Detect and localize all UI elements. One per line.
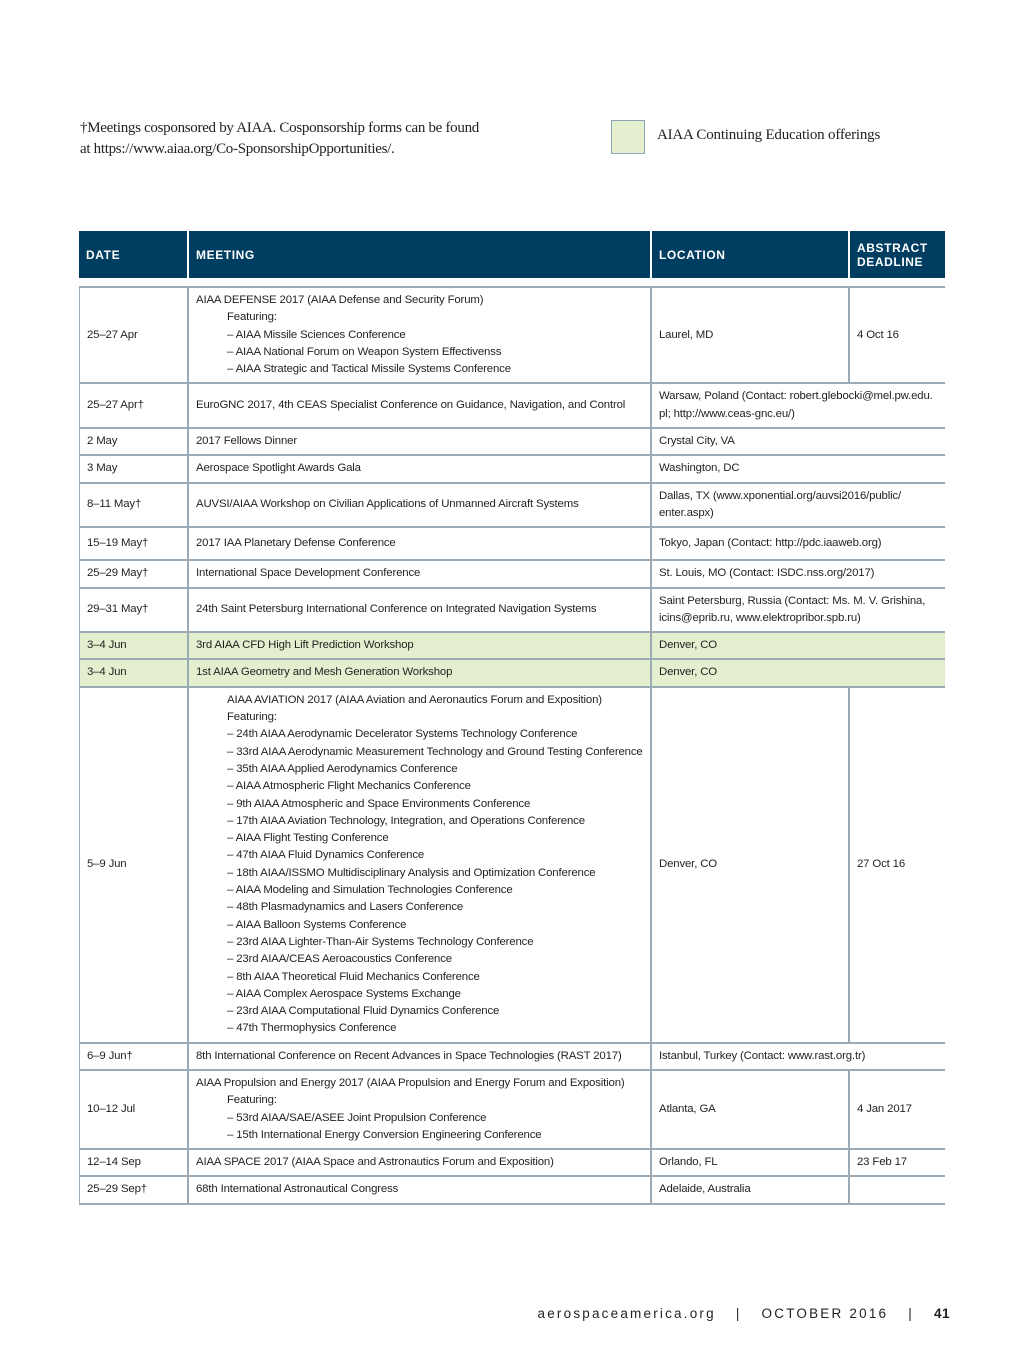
row-meeting: 1st AIAA Geometry and Mesh Generation Workshop: [189, 660, 652, 687]
row-meeting: EuroGNC 2017, 4th CEAS Specialist Conference on Guidance, Navigation, and Control: [189, 384, 652, 429]
table-row-continuing-education: [79, 660, 945, 687]
row-deadline: 4 Jan 2017: [850, 1071, 945, 1150]
header-date: DATE: [79, 231, 189, 278]
location-line: icins@eprib.ru, www.elektropribor.spb.ru): [659, 611, 861, 624]
page-number: 41: [933, 1306, 950, 1321]
row-date: 3–4 Jun: [79, 660, 189, 687]
row-date: 25–27 Apr†: [79, 384, 189, 429]
featured-conference: – 23rd AIAA Computational Fluid Dynamics Conference: [227, 1005, 500, 1018]
row-date: 25–29 Sep†: [79, 1177, 189, 1204]
table-row: [79, 288, 945, 384]
table-row: [79, 1071, 945, 1150]
table-row: [79, 528, 945, 561]
row-deadline: [850, 1177, 945, 1204]
featured-conference: – 33rd AIAA Aerodynamic Measurement Technology and Ground Testing Conference: [227, 745, 643, 758]
row-date: 3–4 Jun: [79, 633, 189, 660]
featured-conference: – 47th Thermophysics Conference: [227, 1022, 397, 1035]
row-location: [652, 589, 945, 634]
header-meeting: MEETING: [189, 231, 652, 278]
location-line: pl; http://www.ceas-gnc.eu/): [659, 407, 795, 420]
featured-conference: – AIAA Missile Sciences Conference: [227, 328, 406, 341]
table-header-row: [79, 231, 945, 278]
featured-conference: – AIAA Atmospheric Flight Mechanics Conference: [227, 780, 471, 793]
row-location: Crystal City, VA: [652, 429, 945, 456]
featured-conference: – AIAA Balloon Systems Conference: [227, 918, 407, 931]
row-date: 29–31 May†: [79, 589, 189, 634]
row-meeting: AIAA SPACE 2017 (AIAA Space and Astronautics Forum and Exposition): [189, 1150, 652, 1177]
header-deadline: DEADLINE: [857, 254, 924, 269]
featured-conference: – 35th AIAA Applied Aerodynamics Conference: [227, 762, 458, 775]
row-location: Denver, CO: [652, 688, 850, 1044]
featured-conference: – 18th AIAA/ISSMO Multidisciplinary Analysis and Optimization Conference: [227, 866, 596, 879]
location-line: Warsaw, Poland (Contact: robert.glebocki@mel.pw.edu.: [659, 390, 933, 403]
header-gap: [79, 278, 945, 288]
continuing-education-legend-label: AIAA Continuing Education offerings: [657, 127, 881, 143]
row-meeting: 2017 Fellows Dinner: [189, 429, 652, 456]
row-location: Atlanta, GA: [652, 1071, 850, 1150]
row-deadline: 27 Oct 16: [850, 688, 945, 1044]
row-location: Adelaide, Australia: [652, 1177, 850, 1204]
featured-conference: – 53rd AIAA/SAE/ASEE Joint Propulsion Conference: [227, 1111, 487, 1124]
featuring-label: Featuring:: [227, 711, 277, 724]
table-row: [79, 456, 945, 483]
table-row: [79, 384, 945, 429]
row-location: [652, 484, 945, 529]
row-location: Denver, CO: [652, 660, 945, 687]
cosponsor-note: [80, 118, 550, 160]
row-date: 2 May: [79, 429, 189, 456]
row-date: 12–14 Sep: [79, 1150, 189, 1177]
row-date: 10–12 Jul: [79, 1071, 189, 1150]
row-meeting: 24th Saint Petersburg International Conference on Integrated Navigation Systems: [189, 589, 652, 634]
featured-conference: – 9th AIAA Atmospheric and Space Environments Conference: [227, 797, 531, 810]
row-meeting: [189, 688, 652, 1044]
row-date: 8–11 May†: [79, 484, 189, 529]
row-location: Tokyo, Japan (Contact: http://pdc.iaaweb.org): [652, 528, 945, 561]
table-row: [79, 1177, 945, 1204]
row-meeting: International Space Development Conference: [189, 561, 652, 588]
featured-conference: – AIAA Flight Testing Conference: [227, 832, 389, 845]
location-line: Dallas, TX (www.xponential.org/auvsi2016/public/: [659, 489, 902, 502]
table-row: [79, 484, 945, 529]
location-line: enter.aspx): [659, 506, 714, 519]
row-location: St. Louis, MO (Contact: ISDC.nss.org/2017): [652, 561, 945, 588]
cosponsor-note-line2: at https://www.aiaa.org/Co-SponsorshipOpportunities/.: [80, 141, 395, 157]
location-line: Saint Petersburg, Russia (Contact: Ms. M. V. Grishina,: [659, 594, 926, 607]
continuing-education-swatch: [611, 120, 645, 154]
table-row-continuing-education: [79, 633, 945, 660]
row-deadline: 23 Feb 17: [850, 1150, 945, 1177]
row-location: Laurel, MD: [652, 288, 850, 384]
footer-issue: OCTOBER 2016: [761, 1306, 889, 1321]
featured-conference: – 23rd AIAA Lighter-Than-Air Systems Technology Conference: [227, 935, 534, 948]
row-location: Istanbul, Turkey (Contact: www.rast.org.tr): [652, 1044, 945, 1071]
meeting-title: AIAA Propulsion and Energy 2017 (AIAA Propulsion and Energy Forum and Exposition): [196, 1076, 625, 1089]
footer-separator: |: [735, 1306, 742, 1321]
featured-conference: – AIAA Strategic and Tactical Missile Systems Conference: [227, 363, 511, 376]
table-row: [79, 589, 945, 634]
featured-conference: – 47th AIAA Fluid Dynamics Conference: [227, 849, 425, 862]
featuring-label: Featuring:: [227, 311, 277, 324]
table-row: [79, 688, 945, 1044]
table-row: [79, 561, 945, 588]
row-date: 25–29 May†: [79, 561, 189, 588]
row-meeting: 68th International Astronautical Congress: [189, 1177, 652, 1204]
footer-separator: |: [908, 1306, 914, 1321]
page-footer: [538, 1306, 951, 1321]
header-location: LOCATION: [652, 231, 850, 278]
featured-conference: – AIAA National Forum on Weapon System Effectivenss: [227, 345, 502, 358]
featured-conference: – 24th AIAA Aerodynamic Decelerator Systems Technology Conference: [227, 728, 578, 741]
featured-conference: – 17th AIAA Aviation Technology, Integration, and Operations Conference: [227, 814, 585, 827]
meetings-schedule-table: [79, 231, 945, 1205]
row-meeting: AUVSI/AIAA Workshop on Civilian Applications of Unmanned Aircraft Systems: [189, 484, 652, 529]
row-location: Washington, DC: [652, 456, 945, 483]
header-abstract-deadline: [850, 231, 945, 278]
featured-conference: – 23rd AIAA/CEAS Aeroacoustics Conference: [227, 953, 452, 966]
table-row: [79, 1044, 945, 1071]
cosponsor-note-line1: †Meetings cosponsored by AIAA. Cosponsorship forms can be found: [80, 120, 479, 136]
row-location: [652, 384, 945, 429]
meeting-title: AIAA DEFENSE 2017 (AIAA Defense and Security Forum): [196, 294, 484, 306]
row-date: 25–27 Apr: [79, 288, 189, 384]
row-meeting: [189, 288, 652, 384]
featured-conference: – AIAA Modeling and Simulation Technologies Conference: [227, 884, 513, 897]
row-meeting: Aerospace Spotlight Awards Gala: [189, 456, 652, 483]
row-meeting: 8th International Conference on Recent Advances in Space Technologies (RAST 2017): [189, 1044, 652, 1071]
row-meeting: 3rd AIAA CFD High Lift Prediction Workshop: [189, 633, 652, 660]
row-location: Orlando, FL: [652, 1150, 850, 1177]
footer-site: aerospaceamerica.org: [537, 1306, 716, 1321]
row-date: 6–9 Jun†: [79, 1044, 189, 1071]
header-abstract: ABSTRACT: [857, 240, 928, 255]
row-deadline: 4 Oct 16: [850, 288, 945, 384]
row-date: 3 May: [79, 456, 189, 483]
featured-conference: – 8th AIAA Theoretical Fluid Mechanics Conference: [227, 970, 480, 983]
featuring-label: Featuring:: [227, 1094, 277, 1107]
meeting-title: AIAA AVIATION 2017 (AIAA Aviation and Aeronautics Forum and Exposition): [227, 693, 602, 706]
featured-conference: – 48th Plasmadynamics and Lasers Conference: [227, 901, 464, 914]
row-meeting: 2017 IAA Planetary Defense Conference: [189, 528, 652, 561]
row-location: Denver, CO: [652, 633, 945, 660]
row-date: 5–9 Jun: [79, 688, 189, 1044]
featured-conference: – 15th International Energy Conversion Engineering Conference: [227, 1128, 542, 1141]
row-date: 15–19 May†: [79, 528, 189, 561]
table-row: [79, 1150, 945, 1177]
table-row: [79, 429, 945, 456]
featured-conference: – AIAA Complex Aerospace Systems Exchange: [227, 987, 461, 1000]
row-meeting: [189, 1071, 652, 1150]
